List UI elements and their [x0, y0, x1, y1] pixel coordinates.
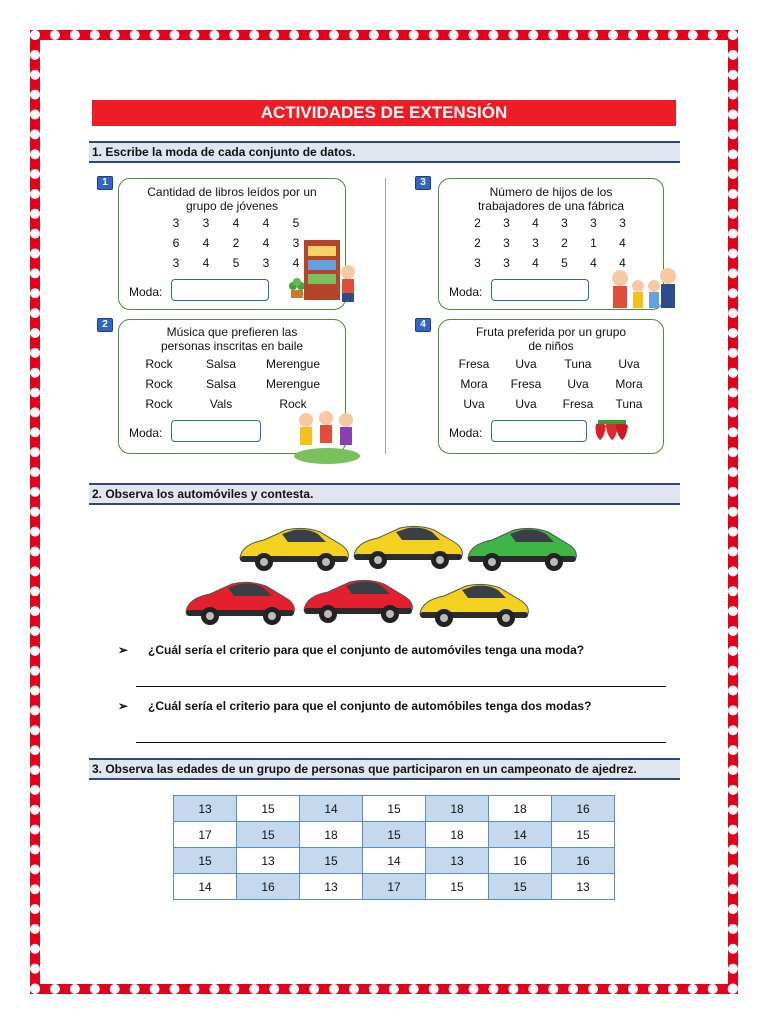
- moda-input[interactable]: [491, 279, 589, 301]
- sports-car-icon: [462, 520, 580, 576]
- data-cell: 2: [474, 236, 481, 250]
- dancers-icon: [290, 408, 364, 466]
- data-cell: 5: [292, 216, 300, 230]
- data-cell: Uva: [618, 357, 640, 371]
- data-cell: 3: [561, 216, 568, 230]
- data-cell: Rock: [145, 377, 173, 391]
- data-cell: 4: [619, 256, 626, 270]
- data-cell: 4: [292, 256, 300, 270]
- arrow-bullet-icon: ➢: [118, 643, 129, 657]
- data-cell: Salsa: [205, 357, 237, 371]
- badge-2: 2: [97, 318, 113, 332]
- data-cell: Fresa: [458, 357, 490, 371]
- data-grid: [463, 213, 637, 273]
- age-cell: 13: [300, 874, 363, 900]
- data-cell: 2: [232, 236, 240, 250]
- question-1: [118, 643, 584, 657]
- age-cell: 18: [426, 796, 489, 822]
- age-cell: 18: [426, 822, 489, 848]
- card-title-line: Cantidad de libros leídos por un: [147, 185, 317, 199]
- moda-label: Moda:: [129, 285, 163, 299]
- age-cell: 13: [426, 848, 489, 874]
- age-cell: 16: [552, 796, 615, 822]
- data-cell: 3: [474, 256, 481, 270]
- age-cell: 16: [552, 848, 615, 874]
- section-1-heading: 1. Escribe la moda de cada conjunto de datos.: [89, 141, 680, 163]
- data-cell: Fresa: [562, 397, 594, 411]
- age-cell: 16: [489, 848, 552, 874]
- page-title: ACTIVIDADES DE EXTENSIÓN: [92, 100, 676, 126]
- age-cell: 15: [300, 848, 363, 874]
- badge-3: 3: [415, 176, 431, 190]
- age-cell: 18: [300, 822, 363, 848]
- data-cell: 5: [232, 256, 240, 270]
- data-cell: Rock: [145, 357, 173, 371]
- age-cell: 15: [489, 874, 552, 900]
- data-cell: 2: [474, 216, 481, 230]
- age-cell: 15: [552, 822, 615, 848]
- age-cell: 17: [363, 874, 426, 900]
- sports-car-icon: [348, 518, 466, 574]
- sports-car-icon: [298, 572, 416, 628]
- data-cell: 3: [172, 216, 180, 230]
- age-cell: 13: [237, 848, 300, 874]
- badge-1: 1: [97, 176, 113, 190]
- age-cell: 13: [552, 874, 615, 900]
- section-2-heading: 2. Observa los automóviles y contesta.: [89, 483, 680, 505]
- data-cell: 3: [532, 236, 539, 250]
- data-cell: Salsa: [205, 377, 237, 391]
- data-cell: 3: [503, 216, 510, 230]
- data-cell: Merengue: [265, 377, 321, 391]
- data-cell: 3: [292, 236, 300, 250]
- sports-car-icon: [414, 576, 532, 632]
- badge-4: 4: [415, 318, 431, 332]
- sports-car-icon: [180, 574, 298, 630]
- data-cell: 4: [202, 256, 210, 270]
- data-cell: 6: [172, 236, 180, 250]
- data-cell: 4: [202, 236, 210, 250]
- data-cell: 4: [532, 256, 539, 270]
- card-title-line: Música que prefieren las: [166, 325, 298, 339]
- age-cell: 15: [363, 796, 426, 822]
- sports-car-icon: [234, 520, 352, 576]
- data-cell: 3: [202, 216, 210, 230]
- age-cell: 15: [237, 796, 300, 822]
- data-cell: 4: [532, 216, 539, 230]
- moda-input[interactable]: [171, 279, 269, 301]
- bookshelf-kid-icon: [300, 238, 362, 304]
- data-cell: 3: [590, 216, 597, 230]
- arrow-bullet-icon: ➢: [118, 699, 129, 713]
- data-cell: Fresa: [510, 377, 542, 391]
- moda-input[interactable]: [491, 420, 587, 442]
- table-row: [174, 796, 615, 822]
- age-cell: 15: [174, 848, 237, 874]
- data-cell: Uva: [463, 397, 485, 411]
- age-cell: 18: [489, 796, 552, 822]
- ages-table: [173, 795, 615, 900]
- data-cell: Rock: [279, 397, 307, 411]
- age-cell: 14: [489, 822, 552, 848]
- data-cell: 1: [590, 236, 597, 250]
- moda-label: Moda:: [449, 426, 483, 440]
- age-cell: 14: [174, 874, 237, 900]
- question-text: ¿Cuál sería el criterio para que el conjunto de automóbiles tenga dos modas?: [148, 699, 592, 713]
- age-cell: 13: [174, 796, 237, 822]
- age-cell: 15: [363, 822, 426, 848]
- vertical-divider: [385, 178, 386, 454]
- data-cell: 4: [590, 256, 597, 270]
- answer-line-2[interactable]: [136, 742, 666, 743]
- data-cell: 3: [503, 236, 510, 250]
- age-cell: 15: [237, 822, 300, 848]
- moda-label: Moda:: [129, 426, 163, 440]
- moda-input[interactable]: [171, 420, 261, 442]
- age-cell: 16: [237, 874, 300, 900]
- question-2: [118, 699, 591, 713]
- data-grid: [161, 213, 311, 273]
- question-text: ¿Cuál sería el criterio para que el conjunto de automóviles tenga una moda?: [148, 643, 585, 657]
- answer-line-1[interactable]: [136, 686, 666, 687]
- moda-label: Moda:: [449, 285, 483, 299]
- data-cell: 3: [172, 256, 180, 270]
- age-cell: 14: [363, 848, 426, 874]
- data-cell: Mora: [615, 377, 643, 391]
- data-cell: Rock: [145, 397, 173, 411]
- section-3-heading: 3. Observa las edades de un grupo de personas que participaron en un campeonato de ajedrez.: [89, 758, 680, 780]
- age-cell: 15: [426, 874, 489, 900]
- data-cell: Uva: [567, 377, 589, 391]
- data-cell: 2: [561, 236, 568, 250]
- data-cell: 4: [232, 216, 240, 230]
- data-cell: Merengue: [265, 357, 321, 371]
- table-row: [174, 874, 615, 900]
- data-cell: 4: [262, 236, 270, 250]
- data-cell: 4: [619, 236, 626, 250]
- data-cell: Vals: [209, 397, 233, 411]
- data-cell: 4: [262, 216, 270, 230]
- data-cell: 3: [262, 256, 270, 270]
- data-cell: Mora: [460, 377, 488, 391]
- card-title-line: trabajadores de una fábrica: [477, 199, 625, 213]
- family-icon: [608, 266, 678, 312]
- data-cell: Tuna: [564, 357, 592, 371]
- card-title-line: de niños: [528, 339, 574, 353]
- card-title-line: Número de hijos de los: [489, 185, 613, 199]
- card-title-line: personas inscritas en baile: [160, 339, 304, 353]
- data-cell: Tuna: [615, 397, 643, 411]
- data-grid: [449, 354, 655, 414]
- card-title-line: grupo de jóvenes: [185, 199, 279, 213]
- card-title-line: Fruta preferida por un grupo: [475, 325, 627, 339]
- age-cell: 17: [174, 822, 237, 848]
- age-cell: 14: [300, 796, 363, 822]
- data-grid: [127, 354, 335, 414]
- data-cell: 5: [561, 256, 568, 270]
- data-cell: Uva: [515, 357, 537, 371]
- strawberries-icon: [592, 418, 632, 442]
- data-cell: 3: [619, 216, 626, 230]
- data-cell: Uva: [515, 397, 537, 411]
- table-row: [174, 848, 615, 874]
- table-row: [174, 822, 615, 848]
- data-cell: 3: [503, 256, 510, 270]
